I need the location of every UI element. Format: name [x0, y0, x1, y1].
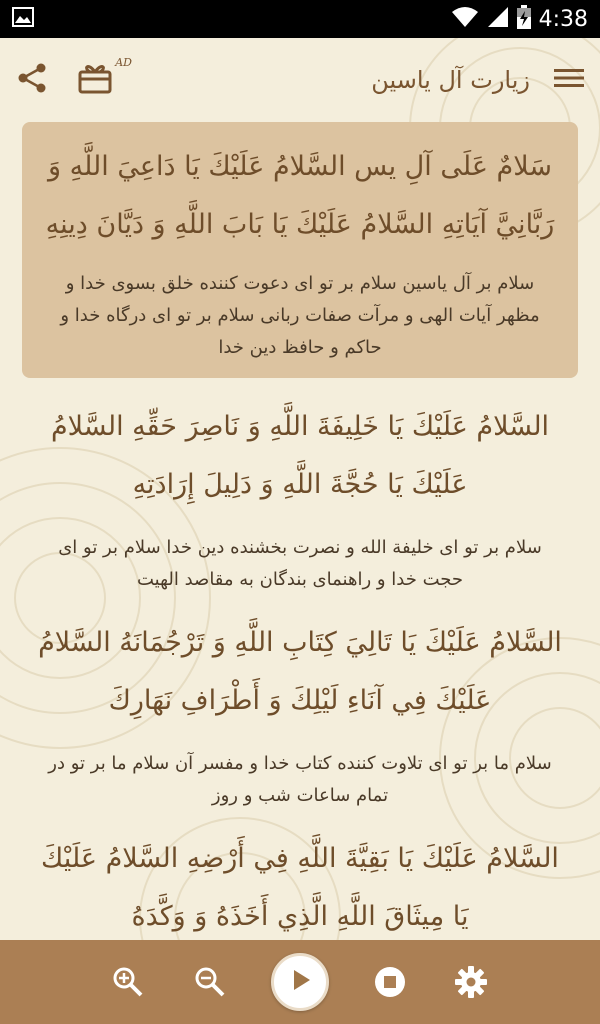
status-bar [0, 0, 600, 38]
signal-icon [487, 6, 509, 32]
status-left [12, 7, 34, 31]
zoom-out-button[interactable] [194, 966, 226, 1002]
arabic-text: السَّلامُ عَلَيْكَ يَا تَالِيَ كِتَابِ اللَّهِ وَ تَرْجُمَانَهُ السَّلامُ عَلَيْكَ فِي آنَاءِ لَيْلِكَ وَ أَطْرَافِ نَهَارِكَ [38, 627, 562, 716]
persian-translation: سلام بر تو ای خلیفة الله و نصرت بخشنده دین خدا سلام بر تو ای حجت خدا و راهنمای بندگان به مقاصد الهیت [58, 537, 542, 590]
settings-button[interactable] [455, 966, 487, 1002]
persian-translation: سلام ما بر تو ای تلاوت کننده کتاب خدا و مفسر آن سلام ما بر تو در تمام ساعات شب و روز [48, 753, 552, 806]
persian-translation: سلام بر آل یاسین سلام بر تو ای دعوت کننده خلق بسوی خدا و مظهر آیات الهی و مرآت صفات ربانی سلام بر تو ای درگاه خدا و حاکم و حافظ دین خدا [60, 273, 540, 358]
gift-icon [78, 62, 112, 98]
prayer-block-3[interactable] [22, 608, 578, 824]
gear-icon [455, 966, 487, 1002]
play-icon [287, 967, 313, 997]
stop-button[interactable] [374, 966, 406, 1002]
play-button[interactable] [271, 953, 329, 1011]
hamburger-menu-icon [554, 66, 584, 94]
share-button[interactable] [16, 62, 48, 98]
arabic-text: السَّلامُ عَلَيْكَ يَا بَقِيَّةَ اللَّهِ فِي أَرْضِهِ السَّلامُ عَلَيْكَ يَا مِيثَاقَ اللَّهِ الَّذِي أَخَذَهُ وَ وَكَّدَهُ [41, 843, 559, 932]
battery-charging-icon [517, 5, 531, 33]
app-bar-actions [16, 56, 132, 98]
arabic-text: السَّلامُ عَلَيْكَ يَا خَلِيفَةَ اللَّهِ وَ نَاصِرَ حَقِّهِ السَّلامُ عَلَيْكَ يَا حُجَّةَ اللَّهِ وَ دَلِيلَ إِرَادَتِهِ [50, 411, 550, 500]
status-right [451, 5, 588, 33]
stop-icon [374, 966, 406, 1002]
wifi-icon [451, 6, 479, 32]
image-icon [12, 7, 34, 31]
menu-button[interactable] [554, 66, 584, 94]
gift-ad-button[interactable] [78, 56, 132, 98]
page-title: زیارت آل یاسین [371, 66, 530, 94]
prayer-block-1[interactable] [22, 122, 578, 378]
prayer-content[interactable] [0, 122, 600, 940]
prayer-block-2[interactable] [22, 392, 578, 608]
zoom-in-button[interactable] [112, 966, 144, 1002]
status-time: 4:38 [538, 6, 588, 32]
share-icon [16, 62, 48, 98]
zoom-out-icon [194, 966, 226, 1002]
player-toolbar [0, 940, 600, 1024]
prayer-block-4[interactable] [22, 824, 578, 940]
ad-badge: AD [115, 56, 132, 69]
arabic-text: سَلامٌ عَلَى آلِ يس السَّلامُ عَلَيْكَ يَا دَاعِيَ اللَّهِ وَ رَبَّانِيَّ آيَاتِهِ السَّلامُ عَلَيْكَ يَا بَابَ اللَّهِ وَ دَيَّانَ دِينِهِ [45, 151, 555, 240]
app-bar-title-area [371, 66, 584, 94]
app-bar [0, 38, 600, 122]
zoom-in-icon [112, 966, 144, 1002]
